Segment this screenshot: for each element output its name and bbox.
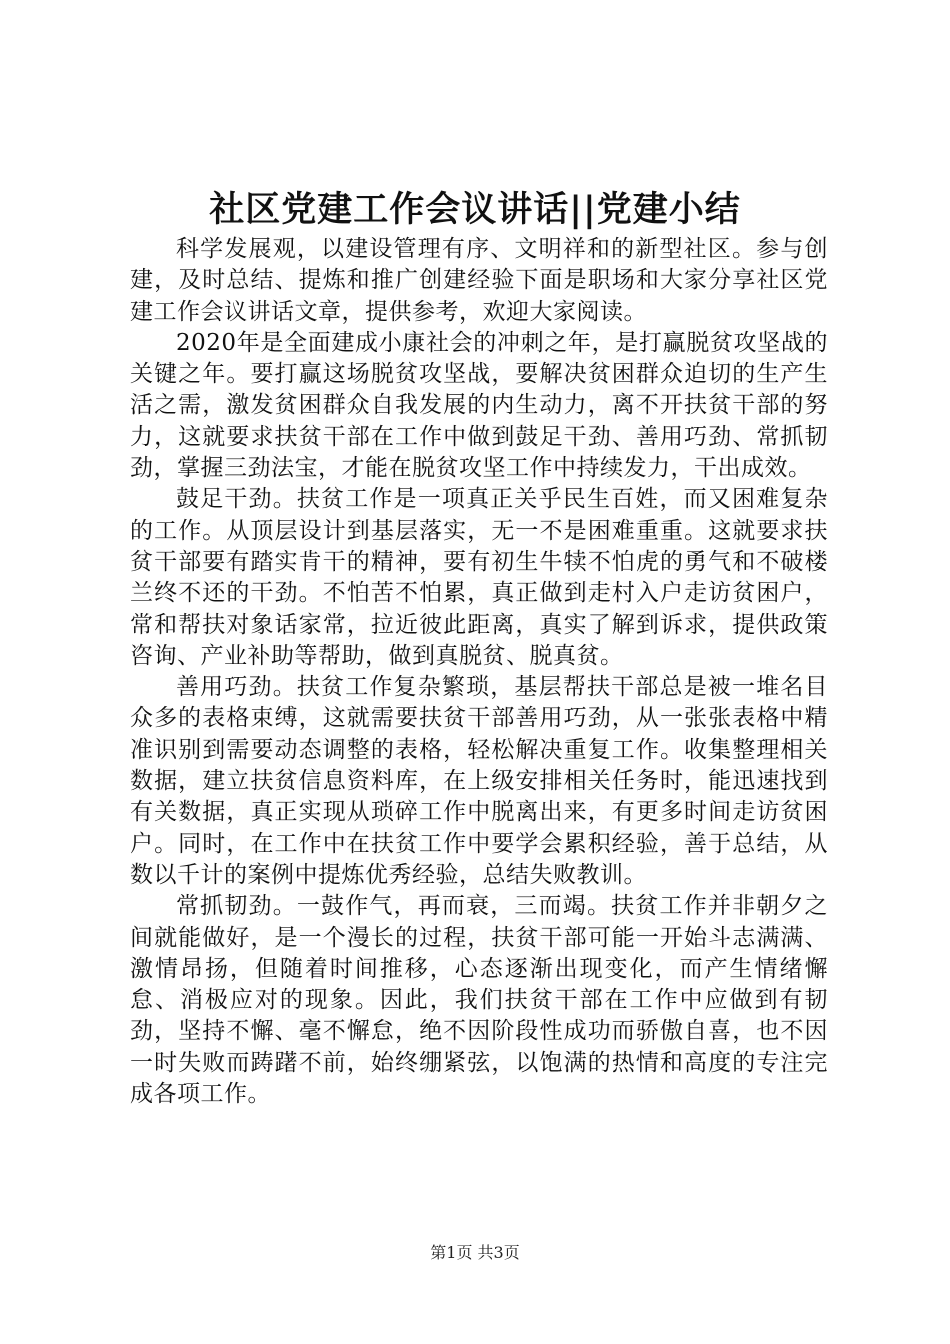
paragraph: 常抓韧劲。一鼓作气，再而衰，三而竭。扶贫工作并非朝夕之间就能做好，是一个漫长的过程，扶贫干部可能一开始斗志满满、激情昂扬，但随着时间推移，心态逐渐出现变化，而产生情绪懈怠、消极应对的现象。因此，我们扶贫干部在工作中应做到有韧劲，坚持不懈、毫不懈怠，绝不因阶段性成功而骄傲自喜，也不因一时失败而踌躇不前，始终绷紧弦，以饱满的热情和高度的专注完成各项工作。 (130, 893, 828, 1108)
paragraph: 2020年是全面建成小康社会的冲刺之年，是打赢脱贫攻坚战的关键之年。要打赢这场脱贫攻坚战，要解决贫困群众迫切的生产生活之需，激发贫困群众自我发展的内生动力，离不开扶贫干部的努力，这就要求扶贫干部在工作中做到鼓足干劲、善用巧劲、常抓韧劲，掌握三劲法宝，才能在脱贫攻坚工作中持续发力，干出成效。 (130, 329, 828, 482)
page-footer: 第1页 共3页 (430, 1243, 520, 1262)
document-body (130, 234, 828, 1110)
document-title: 社区党建工作会议讲话||党建小结 (209, 189, 741, 230)
paragraph: 鼓足干劲。扶贫工作是一项真正关乎民生百姓，而又困难复杂的工作。从顶层设计到基层落实，无一不是困难重重。这就要求扶贫干部要有踏实肯干的精神，要有初生牛犊不怕虎的勇气和不破楼兰终不还的干劲。不怕苦不怕累，真正做到走村入户走访贫困户，常和帮扶对象话家常，拉近彼此距离，真实了解到诉求，提供政策咨询、产业补助等帮助，做到真脱贫、脱真贫。 (130, 486, 828, 669)
paragraph: 善用巧劲。扶贫工作复杂繁琐，基层帮扶干部总是被一堆名目众多的表格束缚，这就需要扶贫干部善用巧劲，从一张张表格中精准识别到需要动态调整的表格，轻松解决重复工作。收集整理相关数据，建立扶贫信息资料库，在上级安排相关任务时，能迅速找到有关数据，真正实现从琐碎工作中脱离出来，有更多时间走访贫困户。同时，在工作中在扶贫工作中要学会累积经验，善于总结，从数以千计的案例中提炼优秀经验，总结失败教训。 (130, 674, 828, 888)
paragraph: 科学发展观，以建设管理有序、文明祥和的新型社区。参与创建，及时总结、提炼和推广创建经验下面是职场和大家分享社区党建工作会议讲话文章，提供参考，欢迎大家阅读。 (130, 236, 828, 325)
